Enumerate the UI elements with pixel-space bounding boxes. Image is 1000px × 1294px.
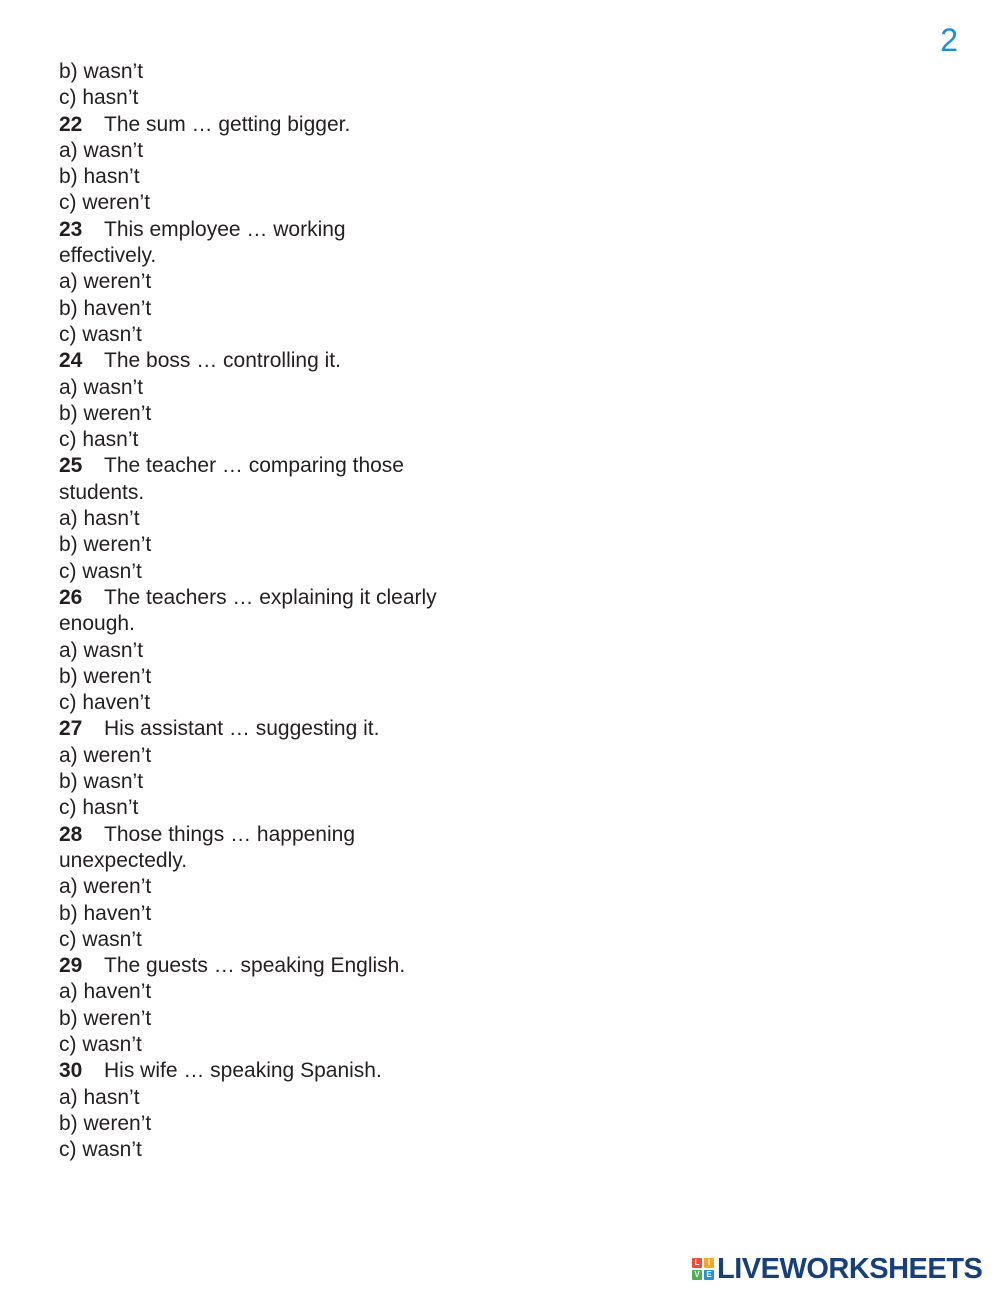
line-text: a) wasn’t [59, 375, 144, 399]
question-line [59, 112, 519, 138]
question-number: 26 [59, 585, 83, 609]
text-line [59, 1111, 519, 1137]
text-line [59, 795, 519, 821]
question-line [59, 1058, 519, 1084]
text-line [59, 375, 519, 401]
text-line [59, 401, 519, 427]
logo-mark-tile: I [704, 1258, 714, 1268]
line-text: c) wasn’t [59, 927, 142, 951]
question-text: The sum … getting bigger. [104, 112, 351, 136]
logo-mark-tile: E [704, 1270, 714, 1280]
line-text: c) wasn’t [59, 322, 142, 346]
line-text: b) weren’t [59, 533, 152, 557]
line-text: effectively. [59, 244, 157, 268]
question-line [59, 453, 519, 479]
question-text: Those things … happening [104, 822, 356, 846]
text-line [59, 848, 519, 874]
question-number: 30 [59, 1059, 83, 1083]
text-line [59, 190, 519, 216]
text-line [59, 874, 519, 900]
text-line [59, 85, 519, 111]
liveworksheets-logo [692, 1253, 982, 1285]
line-text: a) hasn’t [59, 1085, 140, 1109]
question-line [59, 716, 519, 742]
text-line [59, 1137, 519, 1163]
text-line [59, 164, 519, 190]
text-line [59, 901, 519, 927]
text-line [59, 59, 519, 85]
text-line [59, 427, 519, 453]
question-line [59, 585, 519, 611]
text-line [59, 296, 519, 322]
line-text: students. [59, 480, 145, 504]
logo-mark-icon [692, 1258, 714, 1280]
question-number: 27 [59, 717, 83, 741]
question-text: The teachers … explaining it clearly [104, 585, 437, 609]
line-text: a) haven’t [59, 980, 152, 1004]
question-number: 28 [59, 822, 83, 846]
line-text: b) wasn’t [59, 60, 144, 83]
logo-mark-tile: L [692, 1258, 702, 1268]
line-text: a) weren’t [59, 270, 152, 294]
text-line [59, 1006, 519, 1032]
question-list [59, 59, 519, 1163]
question-text: His assistant … suggesting it. [104, 717, 380, 741]
line-text: c) wasn’t [59, 559, 142, 583]
text-line [59, 532, 519, 558]
line-text: b) weren’t [59, 664, 152, 688]
text-line [59, 769, 519, 795]
line-text: b) haven’t [59, 901, 152, 925]
line-text: b) wasn’t [59, 770, 144, 794]
line-text: c) hasn’t [59, 428, 139, 452]
question-line [59, 217, 519, 243]
logo-text: LIVEWORKSHEETS [717, 1252, 983, 1285]
question-text: His wife … speaking Spanish. [104, 1059, 382, 1083]
text-line [59, 927, 519, 953]
line-text: b) haven’t [59, 296, 152, 320]
question-text: This employee … working [104, 217, 346, 241]
line-text: c) haven’t [59, 691, 151, 715]
page-number: 2 [940, 22, 958, 58]
question-number: 29 [59, 954, 83, 978]
question-number: 24 [59, 349, 83, 373]
line-text: a) weren’t [59, 743, 152, 767]
text-line [59, 743, 519, 769]
line-text: a) hasn’t [59, 507, 140, 531]
text-line [59, 638, 519, 664]
text-line [59, 559, 519, 585]
line-text: b) weren’t [59, 1111, 152, 1135]
text-line [59, 664, 519, 690]
text-line [59, 269, 519, 295]
question-text: The boss … controlling it. [104, 349, 341, 373]
line-text: b) weren’t [59, 401, 152, 425]
question-line [59, 822, 519, 848]
text-line [59, 480, 519, 506]
line-text: a) wasn’t [59, 638, 144, 662]
line-text: b) weren’t [59, 1006, 152, 1030]
question-number: 25 [59, 454, 83, 478]
text-line [59, 322, 519, 348]
line-text: c) wasn’t [59, 1138, 142, 1162]
text-line [59, 243, 519, 269]
text-line [59, 1032, 519, 1058]
line-text: b) hasn’t [59, 165, 140, 189]
text-line [59, 979, 519, 1005]
question-text: The guests … speaking English. [104, 954, 406, 978]
line-text: unexpectedly. [59, 848, 188, 872]
question-number: 23 [59, 217, 83, 241]
question-line [59, 953, 519, 979]
line-text: c) wasn’t [59, 1032, 142, 1056]
line-text: c) weren’t [59, 191, 151, 215]
question-number: 22 [59, 112, 83, 136]
question-text: The teacher … comparing those [104, 454, 404, 478]
text-line [59, 138, 519, 164]
text-line [59, 506, 519, 532]
line-text: c) hasn’t [59, 86, 139, 110]
line-text: enough. [59, 612, 135, 636]
line-text: c) hasn’t [59, 796, 139, 820]
text-line [59, 1085, 519, 1111]
logo-mark-tile: V [692, 1270, 702, 1280]
line-text: a) weren’t [59, 875, 152, 899]
question-line [59, 348, 519, 374]
line-text: a) wasn’t [59, 138, 144, 162]
text-line [59, 611, 519, 637]
text-line [59, 690, 519, 716]
